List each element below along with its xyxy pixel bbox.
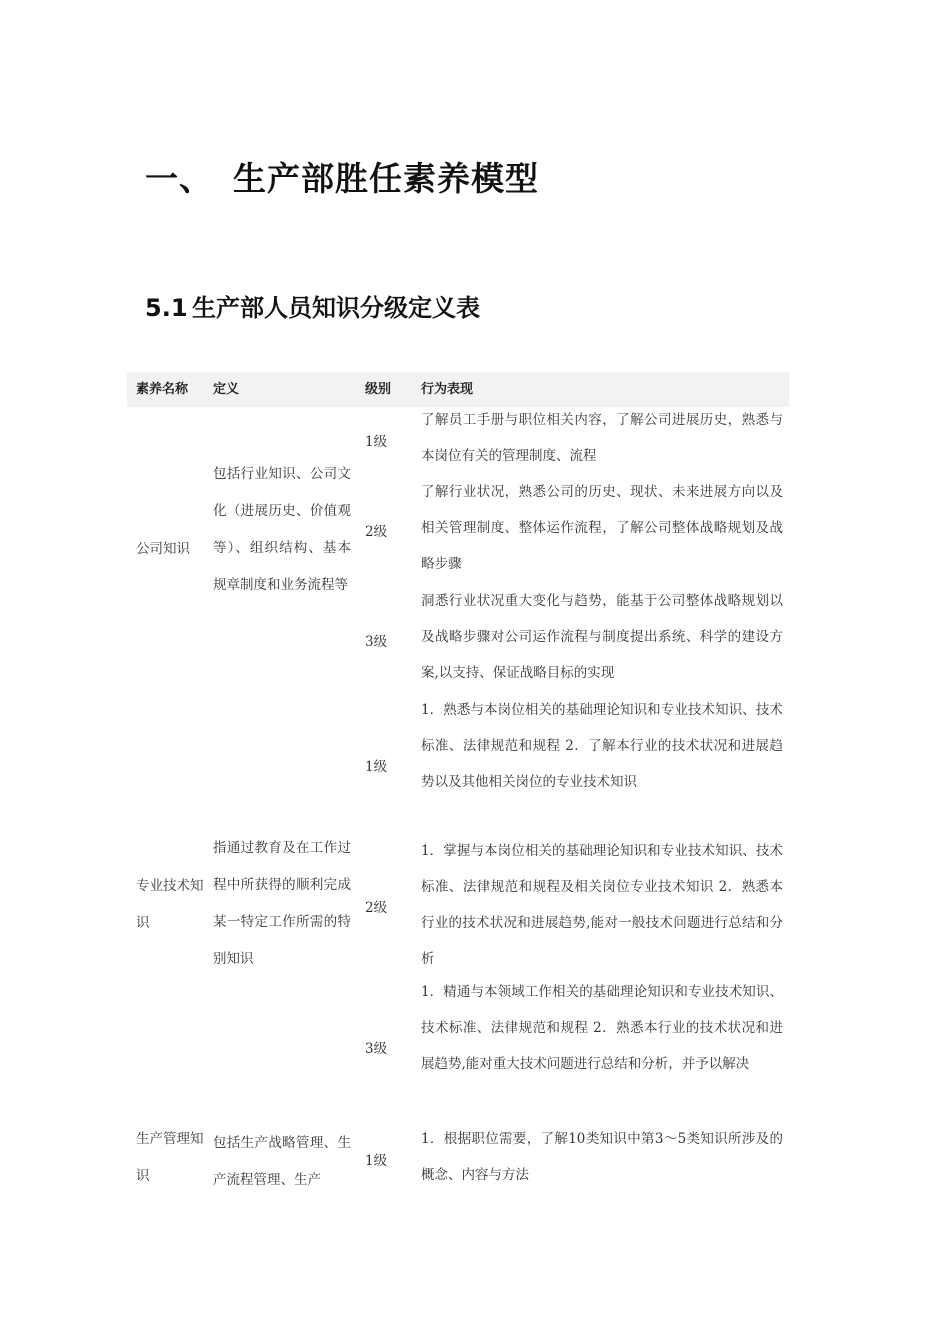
subsection-number: 5.1: [145, 294, 188, 322]
row-behavior: 1．精通与本领域工作相关的基础理论知识和专业技术知识、技术标准、法律规范和规程 2．熟悉本行业的技术状况和进展趋势,能对重大技术问题进行总结和分析，并予以解决: [421, 984, 783, 1072]
row-behavior: 洞悉行业状况重大变化与趋势，能基于公司整体战略规划以及战略步骤对公司运作流程与制度提出系统、科学的建设方案,以支持、保证战略目标的实现: [421, 593, 783, 681]
header-definition: 定义: [213, 382, 240, 397]
row-level: 3级: [365, 634, 388, 650]
row-name-technical: 专业技术知识: [136, 878, 204, 931]
row-level: 3级: [365, 1041, 388, 1057]
section-heading: [145, 153, 539, 200]
row-name-production: 生产管理知识: [136, 1131, 204, 1184]
row-definition-production: 包括生产战略管理、生产流程管理、生产: [213, 1135, 351, 1188]
row-behavior: 1．掌握与本岗位相关的基础理论知识和专业技术知识、技术标准、法律规范和规程及相关岗位专业技术知识 2．熟悉本行业的技术状况和进展趋势,能对一般技术问题进行总结和分析: [421, 843, 783, 967]
row-level: 1级: [365, 1153, 388, 1169]
section-title: 生产部胜任素养模型: [233, 159, 539, 198]
row-behavior: 1．熟悉与本岗位相关的基础理论知识和专业技术知识、技术标准、法律规范和规程 2．了解本行业的技术状况和进展趋势以及其他相关岗位的专业技术知识: [421, 702, 783, 790]
row-level: 1级: [365, 759, 388, 775]
section-number: 一、: [145, 159, 213, 198]
row-behavior: 1．根据职位需要，了解10类知识中第3～5类知识所涉及的概念、内容与方法: [421, 1131, 783, 1183]
subsection-heading: [145, 288, 480, 323]
header-behavior: 行为表现: [421, 382, 474, 397]
header-name: 素养名称: [136, 382, 189, 397]
row-level: 2级: [365, 900, 388, 916]
header-level: 级别: [365, 382, 392, 397]
row-behavior: 了解行业状况，熟悉公司的历史、现状、未来进展方向以及相关管理制度、整体运作流程，了解公司整体战略规划及战略步骤: [421, 484, 783, 572]
row-level: 2级: [365, 524, 388, 540]
row-behavior: 了解员工手册与职位相关内容，了解公司进展历史，熟悉与本岗位有关的管理制度、流程: [421, 412, 783, 464]
subsection-title: 生产部人员知识分级定义表: [192, 294, 480, 322]
row-name-company: 公司知识: [136, 541, 190, 557]
row-definition-company: 包括行业知识、公司文化（进展历史、价值观等）、组织结构、基本规章制度和业务流程等: [213, 466, 351, 593]
row-definition-technical: 指通过教育及在工作过程中所获得的顺利完成某一特定工作所需的特别知识: [213, 840, 351, 967]
row-level: 1级: [365, 434, 388, 450]
